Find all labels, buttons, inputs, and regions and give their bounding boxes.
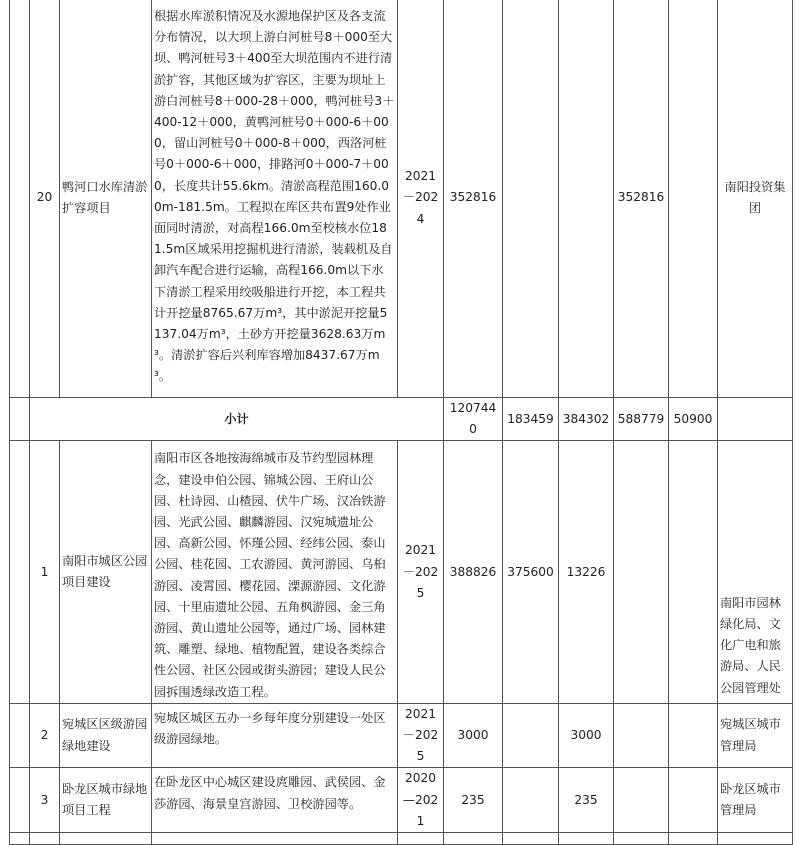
project-description: 根据水库淤积情况及水源地保护区及各支流分布情况，以大坝上游白河桩号8＋000至大坝、鸭河桩号3＋400至大坝范围内不进行清淤扩容，其他区域为扩容区，主要为坝址上游白河桩号8＋000-28＋000，鸭河桩号3＋400-12＋000，黄鸭河桩号0＋000-6＋000，留山河桩号0＋000-8＋000，西洛河桩号0＋000-6＋000，排路河0＋000-7＋000，长度共计55.6km。清淤高程范围160.00m-181.5m。工程拟在库区共布置9处作业面同时清淤，对高程166.0m至校核水位181.5m区域采用挖掘机进行清淤，装载机及自卸汽车配合进行运输，高程166.0m以下水下清淤工程采用绞吸船进行开挖，本工程共计开挖量8765.67万m³，其中淤泥开挖量5137.04万m³，土砂方开挖量3628.63万m³。清淤扩容后兴利库容增加8437.67万m³。	[152, 0, 398, 398]
project-description	[152, 833, 398, 845]
outer-category-cell	[10, 833, 30, 845]
table-row	[10, 768, 793, 833]
investment-col-4	[669, 833, 718, 845]
responsible-unit: 南阳投资集团	[718, 0, 793, 398]
table-row	[10, 833, 793, 845]
subtotal-col-2: 384302	[559, 398, 614, 441]
responsible-unit: 卧龙区城市管理局	[718, 768, 793, 833]
investment-col-4	[669, 441, 718, 703]
construction-period: 2021－2024	[398, 0, 444, 398]
subtotal-row	[10, 398, 793, 441]
outer-category-cell	[10, 0, 30, 398]
outer-category-cell	[10, 703, 30, 768]
investment-col-4	[669, 0, 718, 398]
investment-col-3	[614, 833, 669, 845]
investment-col-3	[614, 768, 669, 833]
investment-col-1	[503, 768, 559, 833]
project-name	[60, 833, 152, 845]
total-investment: 235	[444, 768, 503, 833]
investment-col-2	[559, 833, 614, 845]
construction-period	[398, 833, 444, 845]
row-number: 20	[30, 0, 60, 398]
investment-col-2: 13226	[559, 441, 614, 703]
subtotal-col-4: 50900	[669, 398, 718, 441]
outer-category-cell	[10, 398, 30, 441]
total-investment: 388826	[444, 441, 503, 703]
investment-col-1: 375600	[503, 441, 559, 703]
project-name: 鸭河口水库清淤扩容项目	[60, 0, 152, 398]
row-number: 3	[30, 768, 60, 833]
investment-col-1	[503, 703, 559, 768]
project-description: 在卧龙区中心城区建设庹雕园、武侯园、金莎游园、海景皇宫游园、卫校游园等。	[152, 768, 398, 833]
construction-period: 2021－2025	[398, 441, 444, 703]
total-investment: 3000	[444, 703, 503, 768]
project-description: 南阳市区各地按海绵城市及节约型园林理念，建设申伯公园、锦城公园、王府山公园、杜诗园、山楂园、伏牛广场、汉冶铁游园、光武公园、麒麟游园、汉宛城遗址公园、高新公园、怀瑾公园、经纬公园、泰山公园、桂花园、工农游园、黄河游园、乌桕游园、凌霄园、樱花园、溧源游园、文化游园、十里庙遗址公园、五角枫游园、金三角游园、黄山遗址公园等，通过广场、园林建筑、雕塑、绿地、植物配置，建设各类综合性公园、社区公园或街头游园；建设人民公园拆围透绿改造工程。	[152, 441, 398, 703]
table-row	[10, 441, 793, 703]
table-row	[10, 0, 793, 398]
investment-col-1	[503, 833, 559, 845]
outer-category-cell	[10, 441, 30, 703]
subtotal-total: 1207440	[444, 398, 503, 441]
project-table	[9, 0, 793, 845]
construction-period: 2020—2021	[398, 768, 444, 833]
responsible-unit	[718, 833, 793, 845]
investment-col-2	[559, 0, 614, 398]
project-description: 宛城区城区五办一乡每年度分别建设一处区级游园绿地。	[152, 703, 398, 768]
investment-col-3	[614, 703, 669, 768]
investment-col-1	[503, 0, 559, 398]
subtotal-unit	[718, 398, 793, 441]
investment-col-4	[669, 768, 718, 833]
total-investment	[444, 833, 503, 845]
subtotal-col-3: 588779	[614, 398, 669, 441]
project-name: 宛城区区级游园绿地建设	[60, 703, 152, 768]
investment-col-2: 3000	[559, 703, 614, 768]
subtotal-label: 小计	[30, 398, 444, 441]
row-number: 2	[30, 703, 60, 768]
total-investment: 352816	[444, 0, 503, 398]
investment-col-3	[614, 441, 669, 703]
construction-period: 2021－2025	[398, 703, 444, 768]
table-row	[10, 703, 793, 768]
project-name: 卧龙区城市绿地项目工程	[60, 768, 152, 833]
subtotal-col-1: 183459	[503, 398, 559, 441]
responsible-unit: 宛城区城市管理局	[718, 703, 793, 768]
investment-col-2: 235	[559, 768, 614, 833]
row-number: 1	[30, 441, 60, 703]
investment-col-4	[669, 703, 718, 768]
row-number	[30, 833, 60, 845]
responsible-unit: 南阳市园林绿化局、文化广电和旅游局、人民公园管理处	[718, 441, 793, 703]
outer-category-cell	[10, 768, 30, 833]
investment-col-3: 352816	[614, 0, 669, 398]
project-name: 南阳市城区公园项目建设	[60, 441, 152, 703]
